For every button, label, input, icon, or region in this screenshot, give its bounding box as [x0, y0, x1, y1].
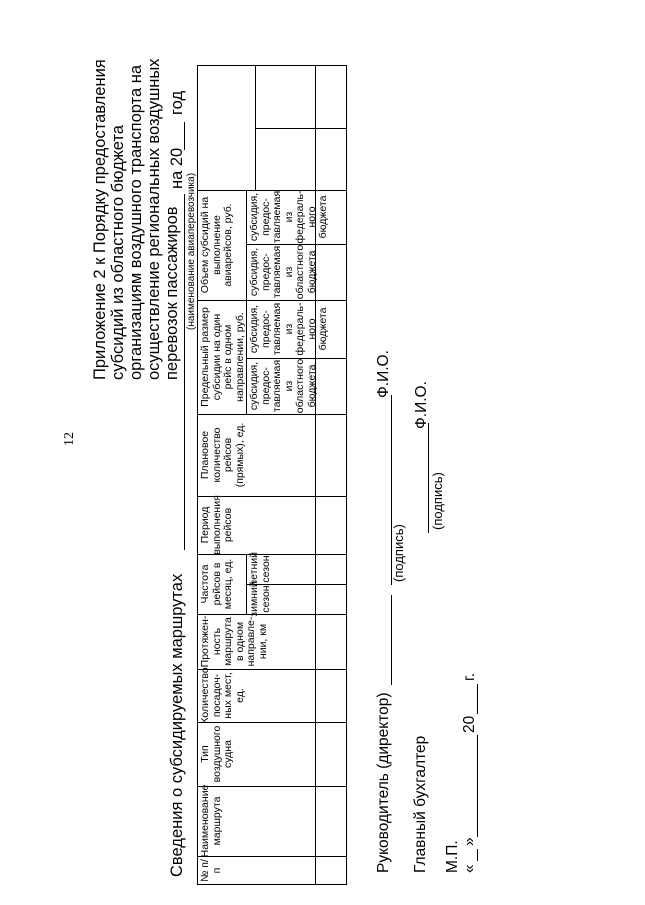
header-max-subsidy-regional: субсидия, предос-тавляемая из областного бюджета [248, 358, 318, 414]
date-year-field[interactable] [477, 684, 478, 714]
header-frequency-winter: зимний сезон [248, 581, 272, 617]
date-close-quote: » [461, 837, 478, 846]
page-number: 12 [62, 432, 77, 446]
header-frequency: Частота рейсов в месяц, ед. [199, 558, 234, 610]
header-max-subsidy: Предельный размер субсидии на один рейс в одном направлении, руб. [199, 307, 246, 407]
header-volume-federal: субсидия, предос-тавляемая из федераль-ного бюджета [248, 190, 329, 244]
director-signature-line[interactable] [391, 395, 392, 585]
header-seats: Количество посадоч-ных мест, ед. [199, 667, 246, 724]
stamp-label: М.П. [444, 840, 461, 873]
accountant-signature-caption: (подпись) [430, 472, 445, 530]
date-open-quote: « [461, 864, 478, 873]
signature-block [375, 25, 635, 885]
date-month-field[interactable] [477, 735, 478, 837]
accountant-label: Главный бухгалтер [412, 735, 429, 873]
header-route: Наименование маршрута [199, 784, 223, 858]
director-signature-field[interactable] [391, 595, 392, 685]
header-frequency-summer: летний сезон [248, 552, 272, 586]
header-subsidy-volume: Объем субсидий на выполнение авиарейсов, руб. [199, 196, 234, 294]
header-num: № п/п [199, 859, 223, 882]
director-label: Руководитель (директор) [375, 692, 392, 873]
date-day-field[interactable] [477, 849, 478, 861]
header-max-subsidy-federal: субсидия, предос-тавляемая из федераль-ного бюджета [248, 302, 329, 356]
date-year-prefix: 20 [461, 715, 478, 733]
date-suffix: г. [461, 672, 478, 681]
carrier-name-field[interactable] [184, 194, 185, 550]
accountant-signature-field[interactable] [428, 423, 429, 533]
carrier-caption: (наименование авиаперевозчика) [186, 172, 197, 330]
appendix-heading: Приложение 2 к Порядку предоставления субсидий из областного бюджета организациям воздушного транспорта на осуществление региональных воздушных перевозок пассажиров [91, 58, 181, 380]
header-length: Протяжен-ность маршрута в одном направле-нии, км [199, 615, 269, 668]
period-prefix: на 20 [168, 147, 186, 189]
director-signature-caption: (подпись) [391, 524, 406, 582]
period-year-label: год [168, 90, 186, 115]
director-fio: Ф.И.О. [375, 350, 392, 398]
header-planned-flights: Плановое количество рейсов (прямых), ед. [199, 422, 246, 488]
header-period: Период выполнения рейсов [199, 495, 234, 555]
rotated-page-content [85, 15, 645, 885]
table-row[interactable] [316, 65, 347, 885]
header-volume-regional: субсидия, предос-тавляемая из областного бюджета [248, 244, 318, 300]
page-title: Сведения о субсидируемых маршрутах [168, 573, 186, 877]
routes-table [197, 65, 347, 885]
year-field[interactable] [184, 122, 185, 150]
header-aircraft: Тип воздушного судна [199, 725, 234, 783]
accountant-fio: Ф.И.О. [413, 381, 430, 429]
